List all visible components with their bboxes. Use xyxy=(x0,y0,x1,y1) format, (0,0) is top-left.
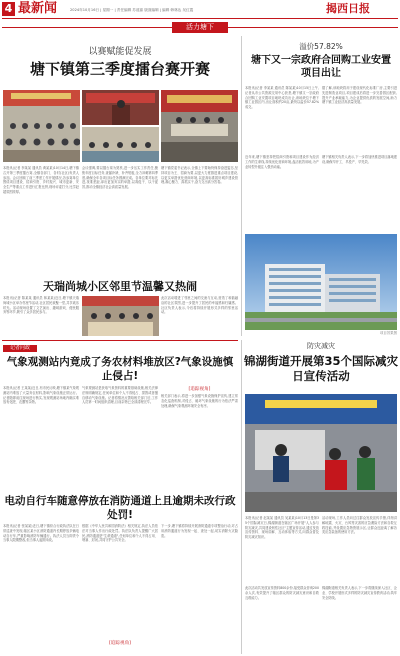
section-band-right xyxy=(228,27,398,28)
lead-body-col1: 本报讯(记者 李某某 通讯员 黄某某)10月14日,塘下镇召开第三季度擂台赛,全镇各部门、各村(社区)负责人参加。会议回顾了前三季度工作开展情况,各参赛单位围绕项目建设、招商引资、乡村振兴、城市更新、安全生产等重点工作进行汇报比拼,现场评委打分,比学赶超氛围浓厚。 xyxy=(3,166,79,194)
commentary-tag: 记者问政 xyxy=(3,345,37,352)
commentary-body-col3: 相关部门表示,将进一步加强气象设施保护宣传,建立常态化巡查机制,对侵占、破坏气象设施的行为依法严肃处理,确保气象观测环境安全有序。 xyxy=(161,394,238,408)
commentary-body-col1: 本报讯(记者 王某某)近日,有市民反映,塘下镇某气象观测站内堆放了大量务农材料,影响气象设施正常运行。记者随即前往现场进行核实,发现观测站场地内确实堆放有化肥、农膜等杂物。 xyxy=(3,386,79,405)
ebike-body-col3: 下一步,塘下镇将持续开展消防通道专项整治行动,对占用消防通道行为发现一起、查处一起,切实消除火灾隐患。 xyxy=(161,524,238,538)
lead-headline: 塘下镇第三季度擂台赛开赛 xyxy=(29,60,210,78)
lead-photo-meeting xyxy=(3,90,80,162)
community-body-col1: 本报讯(记者 陈某某 通讯员 林某某)近日,塘下镇天瑞尚城小区举办邻里节活动,社区居民欢聚一堂,共享欢乐时光。活动现场设置了文艺演出、趣味游戏、便民服务等环节,吸引了众多居民参与。 xyxy=(3,296,79,315)
lead-body-col2: 会议强调,要以擂台赛为契机,进一步压实工作责任,聚焦年度目标任务,查漏补缺、补齐短板,全力冲刺第四季度,确保全年各项目标任务圆满完成。各单位要对标先进,找准差距,拿出更加务实的举措,以赛促干、以干促效,推动全镇经济社会高质量发展。 xyxy=(82,166,158,190)
fire-body-col3: 此次活动共发放宣传资料800余份,接受群众咨询200余人次,有效提升了辖区群众的防灾减灾意识和自救互救能力。 xyxy=(245,586,319,600)
ebike-body-col1: 本报讯(记者 张某某)近日,塘下镇综合行政执法队在日常巡查中发现,辖区某小区消防通道内长期停放多辆电动自行车,严重影响消防车辆通行。执法人员当即责令当事人限期整改,但当事人逾期未改。 xyxy=(3,524,79,543)
fire-body-col4: 锦湖街道相关负责人表示,下一步将继续深入社区、企业、学校开展形式多样的防灾减灾宣传教育活动,筑牢安全防线。 xyxy=(322,586,397,600)
project-body-col1: 本报讯(记者 李某某 通讯员 陈某某)10月15日上午,记者从市公共资源交易中心获悉,塘下镇又一宗政府合回购工业安置项目地块成功出让,该地块位于塘下镇工业园区内,出让面积约20亩,最终以溢价57.82%成交。 xyxy=(245,86,319,110)
lead-kicker: 以赛赋能促发展 xyxy=(88,47,152,57)
section-band-left xyxy=(2,27,172,28)
project-headline: 塘下又一宗政府合回购工业安置项目出让 xyxy=(251,55,391,79)
project-body-col4: 塘下镇相关负责人表示,下一步将加快推进项目落地建设,确保早开工、早投产、早见效。 xyxy=(322,155,397,164)
lead-body-col3: 塘下镇党委书记表示,全镇上下要始终保持奋进姿态,坚持项目为王、招商为要,以更大力度推进重点项目建设,以更实举措优化营商环境,以更高标准抓好城乡建设管理,凝心聚力、真抓实干,奋力交出高分答卷。 xyxy=(161,166,238,185)
fire-body-col1: 本报讯(记者 赵某某 通讯员 吴某某)10月13日是第35个国际减灾日,锦湖街道在辖区广场开展"人人参与防灾减灾,共同建设韧性社区"主题宣传活动,通过发放宣传资料、现场讲解、互动体验等方式,向群众普及防灾减灾知识。 xyxy=(245,516,319,540)
commentary-headline: 气象观测站内竟成了务农材料堆放区?气象设施慎止侵占! xyxy=(6,356,234,382)
page-number-badge: 4 xyxy=(2,2,15,16)
column-divider-top xyxy=(241,36,242,336)
section-band-label: 活力塘下 xyxy=(172,22,228,33)
commentary-body-col2: 气象观测站是获取气象资料的重要基础设施,相关法律法规明确规定,任何单位和个人不得侵占、损毁或者擅自移动气象设施。记者将情况反馈给相关部门后,工作人员第一时间组织清理,目前杂物已全部清理完毕。 xyxy=(82,386,158,405)
lead-photo-stage xyxy=(161,90,238,162)
fire-kicker: 防灾减灾 xyxy=(307,342,335,350)
ebike-headline: 电动自行车随意停放在消防通道上且逾期未改行政处罚! xyxy=(4,495,236,521)
community-body-col2: 此次活动增进了邻里之间的交流与互动,营造了和谐融洽的社区氛围,进一步提升了居民的幸福感和归属感。社区负责人表示,今后将持续开展形式多样的邻里活动。 xyxy=(161,296,238,315)
project-kicker: 溢价57.82% xyxy=(299,42,343,51)
project-photo-caption: 项目效果图 xyxy=(380,331,397,335)
fire-photo-event xyxy=(245,394,397,512)
masthead-rule xyxy=(2,18,398,19)
newspaper-logo: 揭西日报 xyxy=(326,2,370,15)
column-divider-bottom xyxy=(241,340,242,654)
ebike-body-col2: 根据《中华人民共和国消防法》相关规定,执法人员依法对当事人作出行政处罚。执法队负责人提醒广大居民,消防通道是"生命通道",任何单位和个人不得占用、堵塞、封闭,共同守护公共安全。 xyxy=(82,524,158,543)
commentary-note-label: [追踪视角] xyxy=(188,387,211,392)
date-line: 2024年10月16日 | 星期一 | 责任编辑 苏道嘉 版面编辑 | 编辑 韩林达 吴红霞 xyxy=(70,8,194,12)
lead-photo-podium xyxy=(82,90,159,125)
fire-body-col2: 活动现场,工作人员向过往群众发放宣传手册,详细讲解地震、火灾、台风等灾害的应急避险方法和自救互救技能,并设置应急物资展示区,让群众近距离了解各类应急装备的使用方法。 xyxy=(322,516,397,535)
project-rendering-photo xyxy=(245,234,397,330)
fire-headline: 锦湖街道开展第35个国际减灾日宣传活动 xyxy=(244,354,399,383)
lead-photo-audience xyxy=(82,127,159,162)
project-body-col3: 近年来,塘下镇坚持把招商引资和项目建设作为经济工作的生命线,持续优化营商环境,盘活低效用地,为产业转型升级注入强劲动能。 xyxy=(245,155,319,169)
community-photo xyxy=(82,296,159,336)
mid-divider xyxy=(2,340,238,341)
community-headline: 天瑞尚城小区邻里节温馨又热闹 xyxy=(43,280,197,293)
project-body-col2: 据了解,该地块将用于建设现代化标准厂房,主要引进先进制造业项目,项目建成后将进一步完善园区配套,提升产业承载能力,为企业提供优质的发展空间,助力塘下镇工业经济高质量发展。 xyxy=(322,86,397,105)
ebike-note-label: [追踪视角] xyxy=(109,641,131,646)
section-title: 最新闻 xyxy=(18,1,58,16)
